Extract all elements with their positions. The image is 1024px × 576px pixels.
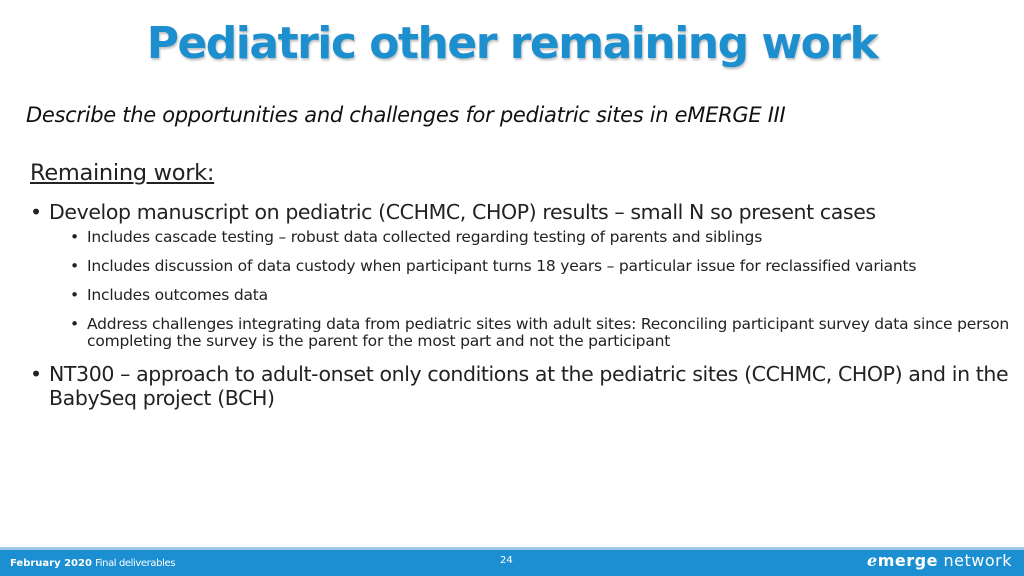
bullet-icon: • <box>70 257 79 275</box>
logo-merge: merge <box>877 551 938 570</box>
bullet-item <box>30 362 1010 410</box>
sub-bullet-text: Includes outcomes data <box>87 286 268 304</box>
bullet-icon: • <box>70 315 79 333</box>
bullet-icon: • <box>70 228 79 246</box>
bullet-icon: • <box>70 286 79 304</box>
sub-bullet-item <box>30 229 1010 246</box>
bullet-list <box>30 200 1010 415</box>
bullet-icon: • <box>30 362 42 386</box>
footer-bar <box>0 547 1024 576</box>
bullet-item <box>30 200 1010 224</box>
section-heading: Remaining work: <box>30 160 215 186</box>
logo-network: network <box>943 551 1012 570</box>
logo-e: e <box>867 551 878 570</box>
sub-bullet-item <box>30 258 1010 275</box>
footer-caption <box>10 558 175 569</box>
bullet-text: NT300 – approach to adult-onset only conditions at the pediatric sites (CCHMC, CHOP) and in the BabySeq project (BCH) <box>49 362 1009 410</box>
page-number: 24 <box>500 555 513 566</box>
emerge-network-logo <box>867 551 1012 570</box>
sub-bullet-item <box>30 287 1010 304</box>
sub-bullet-text: Includes discussion of data custody when participant turns 18 years – particular issue for reclassified variants <box>87 257 917 275</box>
slide-subtitle: Describe the opportunities and challenges for pediatric sites in eMERGE III <box>26 103 786 127</box>
sub-bullet-item <box>30 316 1010 350</box>
slide-title: Pediatric other remaining work <box>146 18 878 69</box>
sub-bullet-text: Includes cascade testing – robust data collected regarding testing of parents and siblings <box>87 228 763 246</box>
bullet-icon: • <box>30 200 42 224</box>
footer-date: February 2020 <box>10 558 92 569</box>
bullet-text: Develop manuscript on pediatric (CCHMC, CHOP) results – small N so present cases <box>49 200 876 224</box>
sub-bullet-text: Address challenges integrating data from pediatric sites with adult sites: Reconciling participant survey data since person completing the survey is the parent for the most part and not the participant <box>87 315 1010 350</box>
footer-label: Final deliverables <box>95 558 176 569</box>
